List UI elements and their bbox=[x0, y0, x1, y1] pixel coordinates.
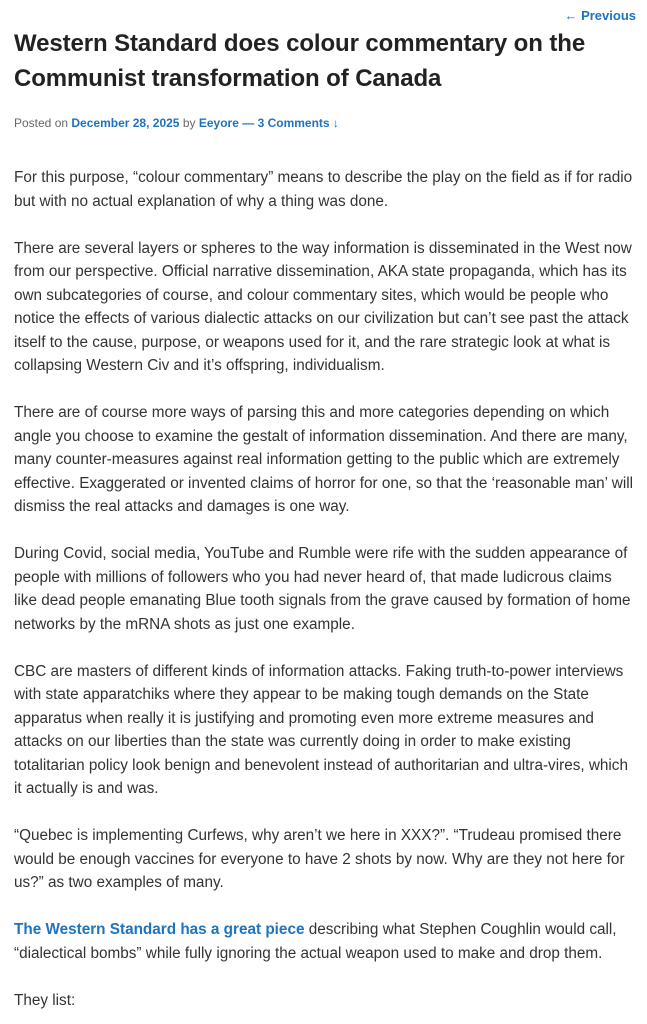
previous-post-link[interactable]: ← Previous bbox=[564, 8, 636, 23]
comments-link[interactable]: 3 Comments ↓ bbox=[257, 116, 339, 130]
paragraph-6: “Quebec is implementing Curfews, why aren’t we here in XXX?”. “Trudeau promised there would be enough vaccines for everyone to have 2 shots by now. Why are they not here for us?” as two examples of many. bbox=[14, 827, 625, 891]
paragraph-5: CBC are masters of different kinds of information attacks. Faking truth-to-power interviews with state apparatchiks where they appear to be making tough demands on the State apparatus when really it is justifying and promoting even more extreme measures and attacks on our liberties than the state was currently doing in order to make existing totalitarian policy look benign and benevolent instead of authoritarian and ultra-vires, which it actually is and was. bbox=[14, 662, 628, 797]
paragraph-1: For this purpose, “colour commentary” means to describe the play on the field as if for radio but with no actual explanation of why a thing was done. bbox=[14, 169, 633, 210]
western-standard-article-link[interactable]: The Western Standard has a great piece bbox=[14, 921, 305, 938]
post-meta bbox=[14, 115, 634, 131]
by-label: by bbox=[182, 116, 196, 130]
post-date-link[interactable]: December 28, 2025 bbox=[71, 116, 180, 130]
posted-on-label: Posted on bbox=[14, 116, 69, 130]
paragraph-3: There are of course more ways of parsing this and more categories depending on which angle you choose to examine the gestalt of information dissemination. And there are many, many counter-measures against real information getting to the public which are extremely effective. Exaggerated or invented claims of horror for one, so that the ‘reasonable man’ will dismiss the real attacks and damages is one way. bbox=[14, 404, 634, 515]
article bbox=[14, 26, 634, 1012]
author-link[interactable]: Eeyore bbox=[198, 116, 239, 130]
paragraph-8: They list: bbox=[14, 991, 76, 1009]
meta-dash: — bbox=[242, 116, 255, 130]
paragraph-7 bbox=[14, 918, 634, 965]
paragraph-2: There are several layers or spheres to the way information is disseminated in the West now from our perspective. Official narrative dissemination, AKA state propaganda, which has its own subcategories of course, and colour commentary sites, which would be people who notice the effects of various dialectic attacks on our civilization but can’t see past the attack itself to the cause, purpose, or weapons used for it, and the rare strategic look at what is collapsing Western Civ and it’s offspring, individualism. bbox=[14, 239, 632, 374]
paragraph-7-text: describing what Stephen Coughlin would call, “dialectical bombs” while fully ignoring the actual weapon used to make and drop them. bbox=[14, 921, 617, 962]
paragraph-4: During Covid, social media, YouTube and Rumble were rife with the sudden appearance of people with millions of followers who you had never heard of, that made ludicrous claims like dead people emanating Blue tooth signals from the grave caused by formation of home networks by the mRNA shots as just one example. bbox=[14, 545, 631, 633]
post-title: Western Standard does colour commentary on the Communist transformation of Canada bbox=[14, 30, 586, 92]
